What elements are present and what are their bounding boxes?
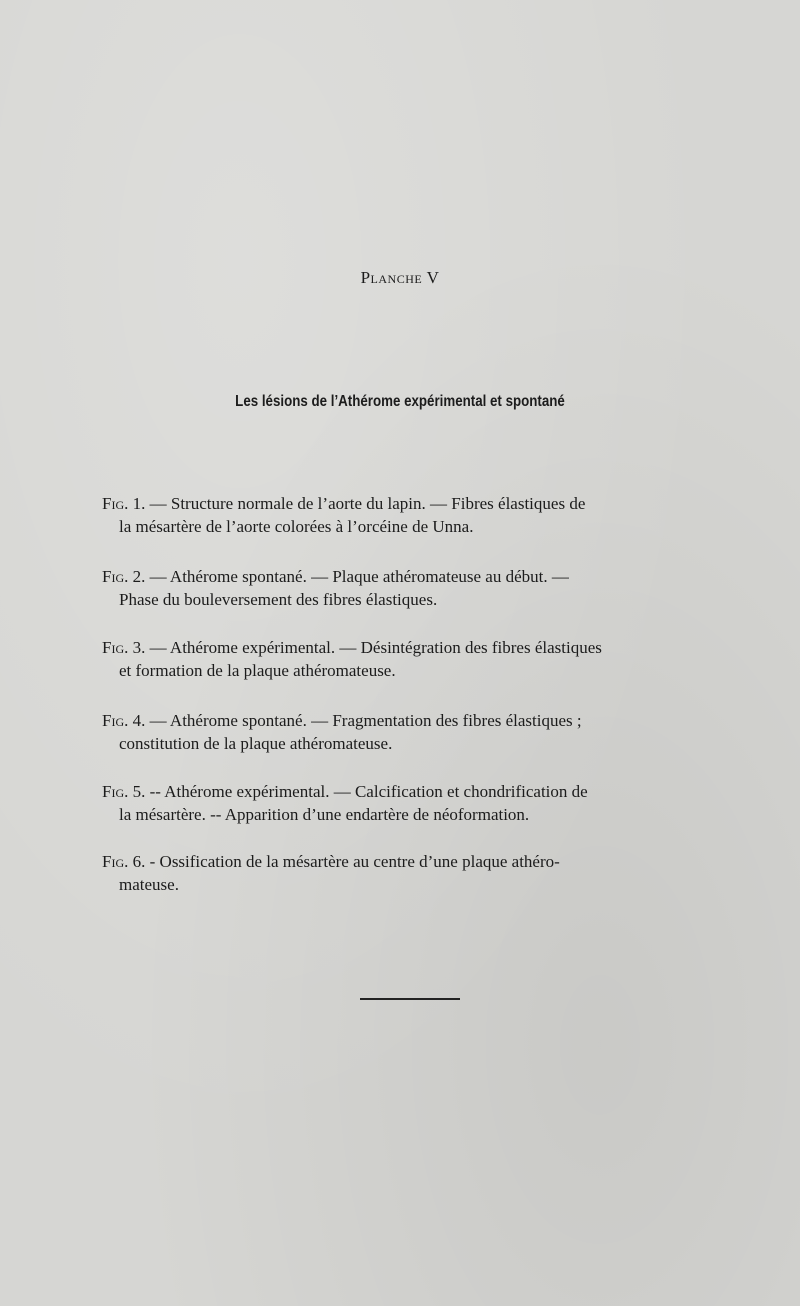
end-rule bbox=[360, 998, 460, 1000]
caption-text-continued: Phase du bouleversement des fibres élastiques. bbox=[119, 590, 438, 609]
figure-label: Fig. 5. bbox=[102, 782, 146, 801]
figure-caption-4 bbox=[102, 709, 706, 755]
caption-text-continued: et formation de la plaque athéromateuse. bbox=[119, 661, 396, 680]
figure-caption-3 bbox=[102, 636, 706, 682]
plate-subtitle: Les lésions de l’Athérome expérimental et spontané bbox=[235, 393, 565, 410]
figure-caption-5 bbox=[102, 780, 706, 826]
caption-text-continued: la mésartère de l’aorte colorées à l’orcéine de Unna. bbox=[119, 517, 474, 536]
caption-text-continued: la mésartère. -- Apparition d’une endartère de néoformation. bbox=[119, 805, 530, 824]
caption-text-continued: constitution de la plaque athéromateuse. bbox=[119, 734, 393, 753]
figure-caption-6 bbox=[102, 850, 706, 896]
caption-text: — Structure normale de l’aorte du lapin. — Fibres élastiques de bbox=[145, 494, 586, 513]
caption-text-continued: mateuse. bbox=[119, 875, 179, 894]
caption-text: — Athérome expérimental. — Désintégration des fibres élastiques bbox=[145, 638, 602, 657]
figure-caption-1 bbox=[102, 492, 706, 538]
caption-text: — Athérome spontané. — Fragmentation des fibres élastiques ; bbox=[145, 711, 582, 730]
figure-label: Fig. 4. bbox=[102, 711, 146, 730]
figure-label: Fig. 3. bbox=[102, 638, 146, 657]
caption-text: — Athérome spontané. — Plaque athéromateuse au début. — bbox=[145, 567, 569, 586]
figure-label: Fig. 6. bbox=[102, 852, 146, 871]
plate-title: Planche V bbox=[360, 268, 440, 287]
caption-text: - Ossification de la mésartère au centre d’une plaque athéro- bbox=[145, 852, 560, 871]
figure-label: Fig. 1. bbox=[102, 494, 146, 513]
figure-label: Fig. 2. bbox=[102, 567, 146, 586]
caption-text: -- Athérome expérimental. — Calcification et chondrification de bbox=[145, 782, 588, 801]
figure-caption-2 bbox=[102, 565, 706, 611]
